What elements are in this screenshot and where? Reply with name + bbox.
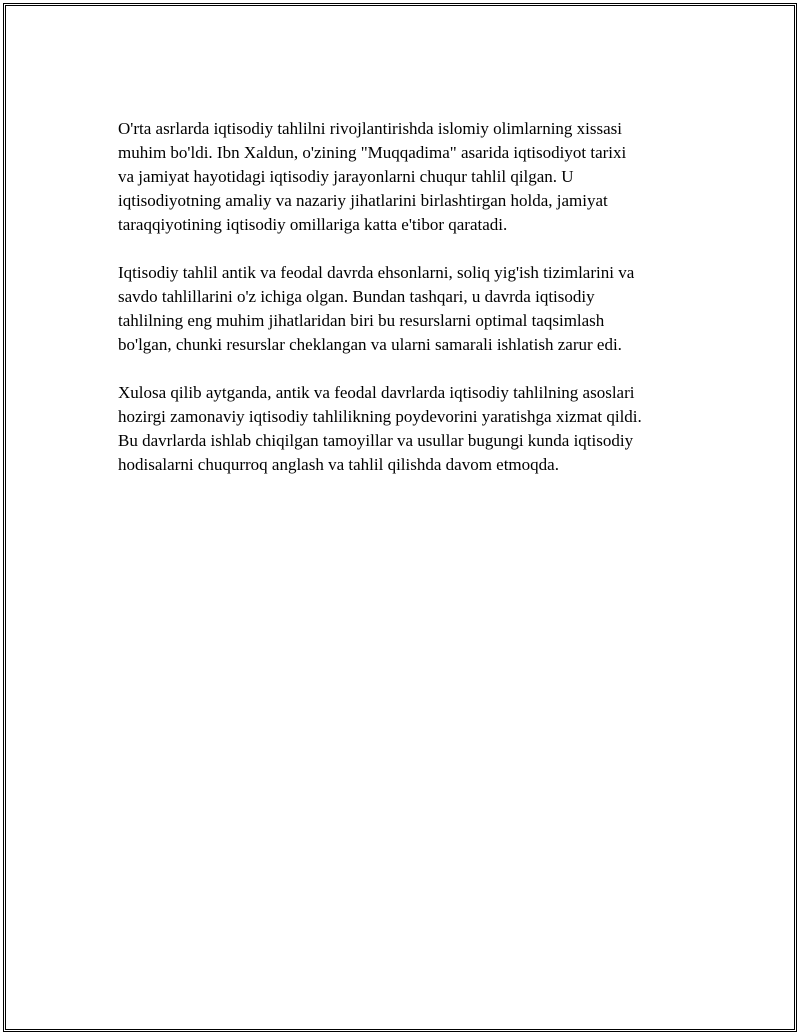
paragraph-line: O'rta asrlarda iqtisodiy tahlilni rivojlantirishda islomiy olimlarning xissasi <box>118 119 623 138</box>
paragraph-line: bo'lgan, chunki resurslar cheklangan va ularni samarali ishlatish zarur edi. <box>118 335 622 354</box>
paragraph-1 <box>118 117 698 237</box>
paragraph-line: Iqtisodiy tahlil antik va feodal davrda ehsonlarni, soliq yig'ish tizimlarini va <box>118 263 635 282</box>
paragraph-line: va jamiyat hayotidagi iqtisodiy jarayonlarni chuqur tahlil qilgan. U <box>118 167 574 186</box>
paragraph-2 <box>118 261 698 357</box>
paragraph-line: hozirgi zamonaviy iqtisodiy tahlilikning poydevorini yaratishga xizmat qildi. <box>118 407 642 426</box>
paragraph-line: muhim bo'ldi. Ibn Xaldun, o'zining "Muqqadima" asarida iqtisodiyot tarixi <box>118 143 627 162</box>
paragraph-line: hodisalarni chuqurroq anglash va tahlil qilishda davom etmoqda. <box>118 455 559 474</box>
paragraph-line: taraqqiyotining iqtisodiy omillariga katta e'tibor qaratadi. <box>118 215 508 234</box>
paragraph-line: iqtisodiyotning amaliy va nazariy jihatlarini birlashtirgan holda, jamiyat <box>118 191 608 210</box>
paragraph-line: Bu davrlarda ishlab chiqilgan tamoyillar va usullar bugungi kunda iqtisodiy <box>118 431 634 450</box>
paragraph-line: savdo tahlillarini o'z ichiga olgan. Bundan tashqari, u davrda iqtisodiy <box>118 287 595 306</box>
paragraph-line: tahlilning eng muhim jihatlaridan biri bu resurslarni optimal taqsimlash <box>118 311 605 330</box>
document-body <box>118 117 698 501</box>
paragraph-3 <box>118 381 698 477</box>
paragraph-line: Xulosa qilib aytganda, antik va feodal davrlarda iqtisodiy tahlilning asoslari <box>118 383 635 402</box>
